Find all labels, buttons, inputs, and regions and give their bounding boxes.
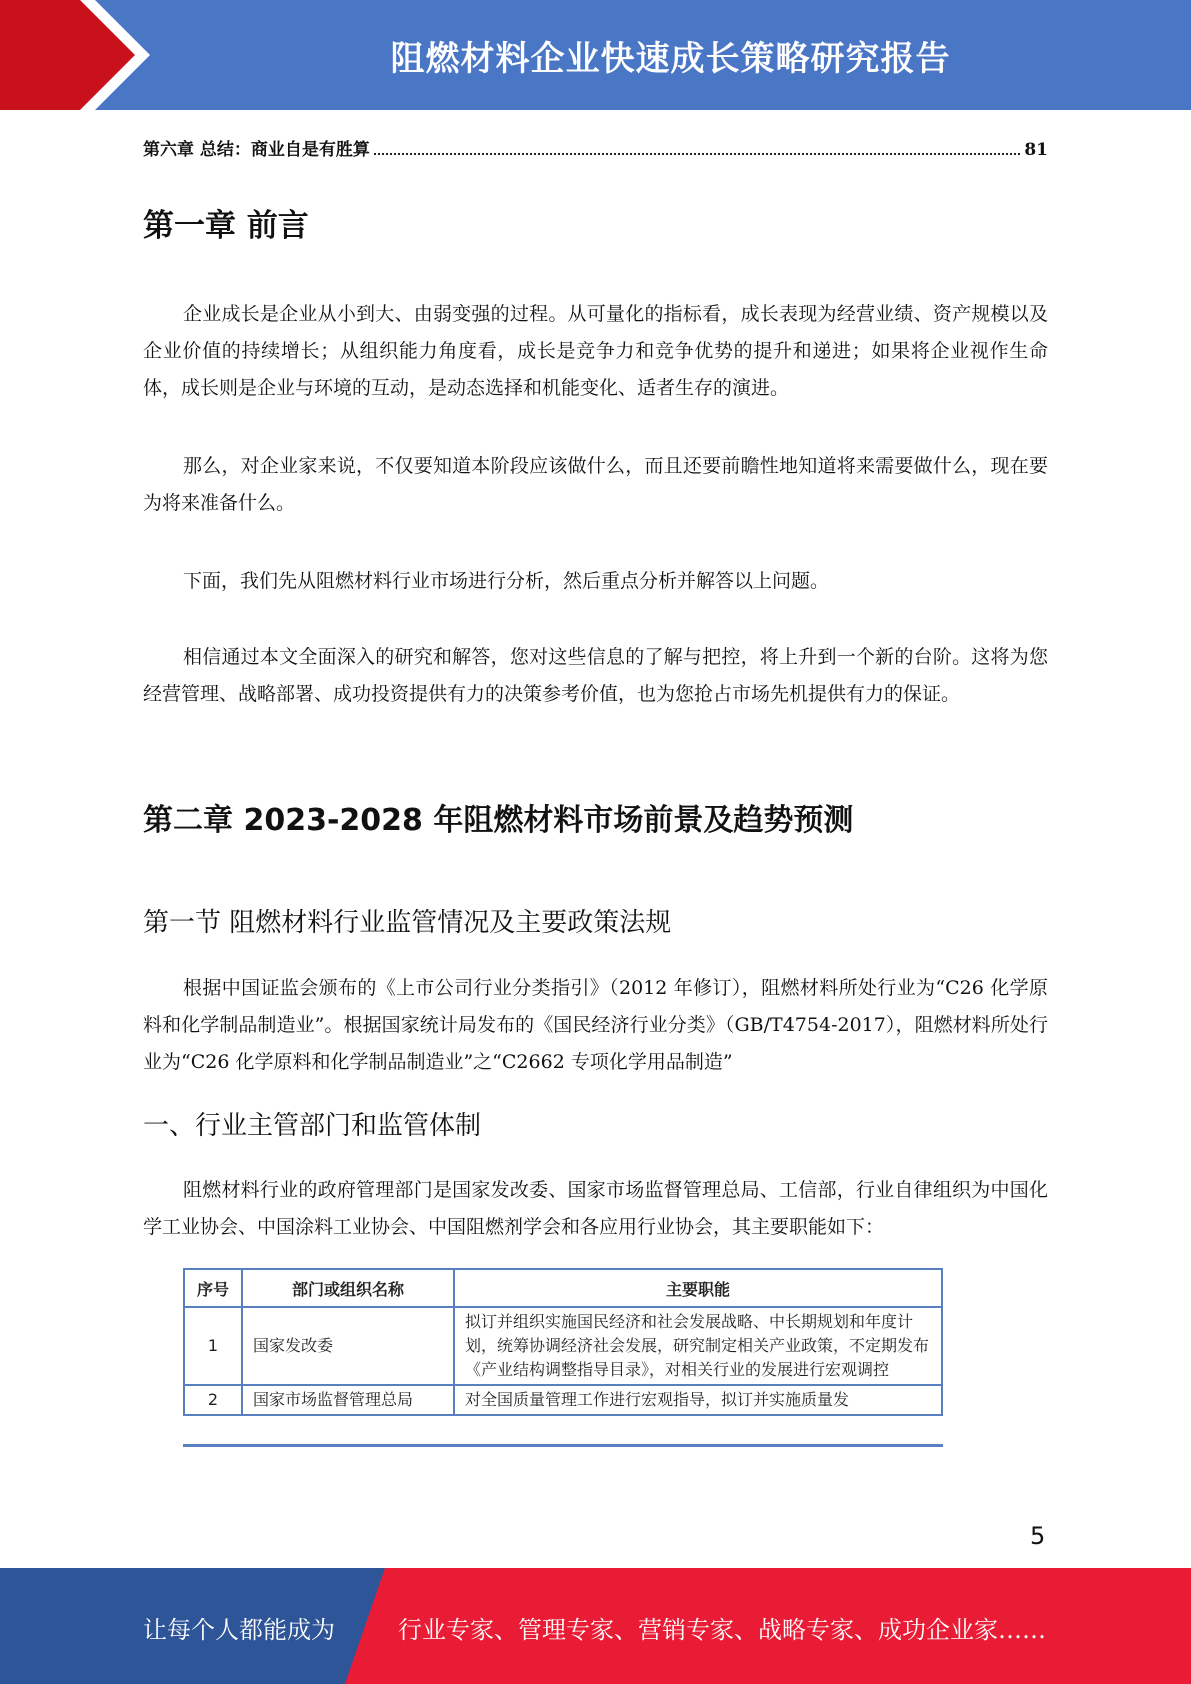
header-department: 部门或组织名称 [242, 1269, 454, 1307]
chapter-1-paragraph-3: 下面，我们先从阻燃材料行业市场进行分析，然后重点分析并解答以上问题。 [183, 570, 830, 592]
chapter-1-paragraph-2: 那么，对企业家来说，不仅要知道本阶段应该做什么，而且还要前瞻性地知道将来需要做什么，现在要为将来准备什么。 [143, 455, 1048, 514]
toc-entry-label: 第六章 总结：商业自是有胜算 [143, 140, 370, 160]
toc-entry[interactable] [143, 130, 1048, 160]
row-duties: 对全国质量管理工作进行宏观指导，拟订并实施质量发 [454, 1385, 942, 1415]
subsection-1-heading: 一、行业主管部门和监管体制 [143, 1111, 482, 1141]
header-duties: 主要职能 [454, 1269, 942, 1307]
row-index: 1 [184, 1307, 242, 1385]
section-1-paragraph: 根据中国证监会颁布的《上市公司行业分类指引》（2012 年修订），阻燃材料所处行业为“C26 化学原料和化学制品制造业”。根据国家统计局发布的《国民经济行业分类》（GB/T4754-2017），阻燃材料所处行业为“C26 化学原料和化学制品制造业”之“C2662 专项化学用品制造” [143, 977, 1048, 1073]
toc-leader-dots [374, 153, 1020, 155]
row-department: 国家发改委 [242, 1307, 454, 1385]
subsection-1-paragraph: 阻燃材料行业的政府管理部门是国家发改委、国家市场监督管理总局、工信部，行业自律组织为中国化学工业协会、中国涂料工业协会、中国阻燃剂学会和各应用行业协会，其主要职能如下： [143, 1179, 1048, 1238]
chapter-1-heading: 第一章 前言 [143, 208, 309, 244]
footer-slogan-left: 让每个人都能成为 [143, 1616, 335, 1644]
row-index: 2 [184, 1385, 242, 1415]
duties-table [183, 1268, 943, 1416]
header-chevron-red [0, 0, 140, 110]
table-header-row [184, 1269, 942, 1307]
row-department: 国家市场监督管理总局 [242, 1385, 454, 1415]
report-title: 阻燃材料企业快速成长策略研究报告 [390, 38, 951, 79]
toc-entry-page: 81 [1024, 140, 1048, 160]
page-footer [0, 1568, 1191, 1684]
page-header [0, 0, 1191, 110]
table-row [184, 1385, 942, 1415]
header-index: 序号 [184, 1269, 242, 1307]
row-duties: 拟订并组织实施国民经济和社会发展战略、中长期规划和年度计划，统筹协调经济社会发展，研究制定相关产业政策，不定期发布《产业结构调整指导目录》，对相关行业的发展进行宏观调控 [454, 1307, 942, 1385]
page-number: 5 [1030, 1522, 1046, 1550]
chapter-1-paragraph-4: 相信通过本文全面深入的研究和解答，您对这些信息的了解与把控，将上升到一个新的台阶。这将为您经营管理、战略部署、成功投资提供有力的决策参考价值，也为您抢占市场先机提供有力的保证。 [143, 646, 1048, 705]
chapter-2-heading: 第二章 2023-2028 年阻燃材料市场前景及趋势预测 [143, 803, 854, 838]
section-1-heading: 第一节 阻燃材料行业监管情况及主要政策法规 [143, 908, 672, 938]
duties-table-container [183, 1268, 943, 1447]
table-row [184, 1307, 942, 1385]
footer-slogan-right: 行业专家、管理专家、营销专家、战略专家、成功企业家…… [398, 1616, 1046, 1644]
chapter-1-paragraph-1: 企业成长是企业从小到大、由弱变强的过程。从可量化的指标看，成长表现为经营业绩、资产规模以及企业价值的持续增长；从组织能力角度看，成长是竞争力和竞争优势的提升和递进；如果将企业视作生命体，成长则是企业与环境的互动，是动态选择和机能变化、适者生存的演进。 [143, 303, 1048, 399]
